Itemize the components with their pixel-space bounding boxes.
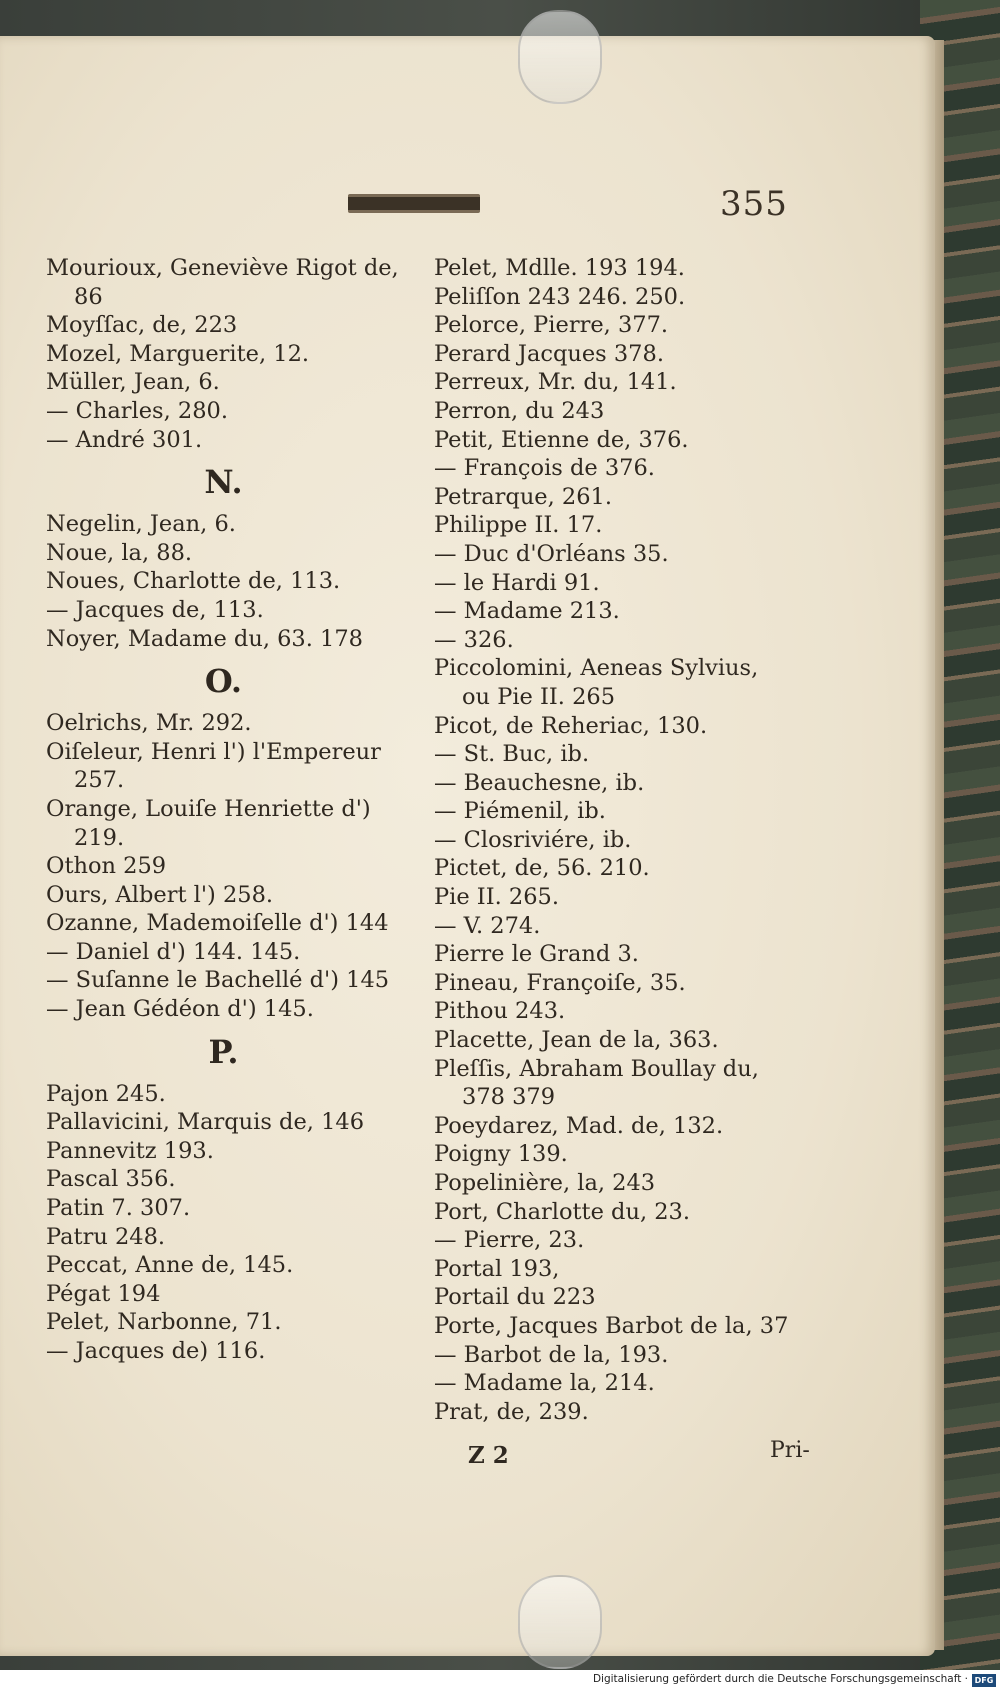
index-entry: Pégat 194 — [46, 1280, 161, 1307]
index-entry: — François de 376. — [434, 455, 655, 482]
index-entry: Mourioux, Geneviève Rigot de, — [46, 255, 399, 281]
index-entry: — Daniel d') 144. 145. — [46, 938, 301, 965]
page-number: 355 — [720, 184, 788, 224]
index-entry: Pelet, Narbonne, 71. — [46, 1309, 282, 1336]
index-entry: — Closriviére, ib. — [434, 826, 632, 853]
index-entry: Noyer, Madame du, 63. 178 — [46, 625, 363, 652]
index-entry: — Charles, 280. — [46, 397, 228, 424]
index-entry: Pelet, Mdlle. 193 194. — [434, 255, 685, 281]
index-column-right — [434, 254, 814, 1426]
index-entry: Placette, Jean de la, 363. — [434, 1027, 719, 1054]
footer-bar — [0, 1670, 1000, 1692]
header-ornament — [348, 194, 480, 213]
index-entry: — Barbot de la, 193. — [434, 1341, 669, 1368]
index-entry: Perron, du 243 — [434, 397, 605, 424]
section-letter: O. — [204, 662, 243, 701]
index-entry: Pascal 356. — [46, 1166, 176, 1193]
index-entry: Oelrichs, Mr. 292. — [46, 710, 252, 737]
index-entry: Peliſſon 243 246. 250. — [434, 283, 686, 310]
index-entry: Pallavicini, Marquis de, 146 — [46, 1109, 365, 1136]
index-entry: Perreux, Mr. du, 141. — [434, 369, 677, 396]
index-entry: Poeydarez, Mad. de, 132. — [434, 1112, 724, 1139]
index-entry: Moyſſac, de, 223 — [46, 312, 238, 339]
index-entry: Noues, Charlotte de, 113. — [46, 568, 341, 595]
index-entry: Pajon 245. — [46, 1080, 166, 1107]
index-entry: — V. 274. — [434, 912, 541, 939]
index-entry: Piccolomini, Aeneas Sylvius, — [434, 655, 759, 682]
index-entry: Peccat, Anne de, 145. — [46, 1252, 294, 1279]
index-entry: — Piémenil, ib. — [434, 798, 606, 825]
index-entry-continuation: 378 379 — [462, 1084, 556, 1111]
index-entry: Pannevitz 193. — [46, 1137, 214, 1164]
index-entry: — 326. — [434, 626, 514, 653]
index-entry: Pierre le Grand 3. — [434, 941, 639, 968]
index-entry: Noue, la, 88. — [46, 539, 193, 566]
index-entry: — Jacques de) 116. — [46, 1338, 266, 1364]
index-entry: — Jean Gédéon d') 145. — [46, 996, 314, 1023]
index-entry: Ozanne, Mademoiſelle d') 144 — [46, 910, 389, 937]
index-entry: Mozel, Marguerite, 12. — [46, 340, 310, 367]
index-entry-continuation: ou Pie II. 265 — [462, 683, 616, 710]
book-page — [0, 36, 935, 1656]
funding-notice: Digitalisierung gefördert durch die Deutsche Forschungsgemeinschaft · — [592, 1673, 968, 1685]
index-entry: — St. Buc, ib. — [434, 741, 590, 768]
index-entry: Pelorce, Pierre, 377. — [434, 312, 669, 339]
index-entry: — Jacques de, 113. — [46, 596, 264, 623]
index-entry: — Beauchesne, ib. — [434, 769, 645, 796]
index-entry: Petrarque, 261. — [434, 483, 613, 510]
index-entry: Negelin, Jean, 6. — [46, 511, 236, 538]
catchword: Pri- — [770, 1438, 810, 1463]
index-entry: Pictet, de, 56. 210. — [434, 855, 650, 882]
index-entry: Porte, Jacques Barbot de la, 37 — [434, 1312, 789, 1339]
index-entry: Port, Charlotte du, 23. — [434, 1198, 691, 1225]
index-entry: Prat, de, 239. — [434, 1398, 589, 1425]
index-entry: Pithou 243. — [434, 998, 566, 1025]
index-entry: Pie II. 265. — [434, 884, 559, 911]
index-entry-continuation: 219. — [74, 824, 125, 851]
index-entry: — Duc d'Orléans 35. — [434, 540, 669, 567]
index-entry: Othon 259 — [46, 853, 167, 880]
index-entry: — le Hardi 91. — [434, 569, 600, 596]
scanner-clip-top — [518, 10, 602, 104]
index-entry: Pineau, Françoiſe, 35. — [434, 969, 686, 996]
index-entry: Picot, de Reheriac, 130. — [434, 712, 708, 739]
signature-mark: Z 2 — [468, 1442, 509, 1469]
index-entry: — Madame 213. — [434, 598, 620, 625]
index-entry: Oiſeleur, Henri l') l'Empereur — [46, 738, 381, 765]
index-entry: Ours, Albert l') 258. — [46, 881, 274, 908]
index-entry: Portail du 223 — [434, 1284, 596, 1311]
index-entry: — Madame la, 214. — [434, 1370, 655, 1397]
index-entry: Patin 7. 307. — [46, 1195, 191, 1222]
index-entry-continuation: 86 — [74, 283, 103, 310]
section-letter: N. — [204, 463, 243, 502]
index-entry: — André 301. — [46, 426, 203, 453]
section-letter: P. — [208, 1032, 239, 1071]
index-entry: Popelinière, la, 243 — [434, 1170, 656, 1196]
index-entry: Poigny 139. — [434, 1141, 568, 1168]
index-entry: Pleſſis, Abraham Boullay du, — [434, 1055, 759, 1082]
dfg-logo: DFG — [972, 1674, 996, 1687]
index-entry: Petit, Etienne de, 376. — [434, 426, 689, 453]
scanner-clip-bottom — [518, 1575, 602, 1669]
index-entry: — Suſanne le Bachellé d') 145 — [46, 967, 390, 994]
index-entry-continuation: 257. — [74, 767, 125, 794]
index-entry: Perard Jacques 378. — [434, 340, 664, 367]
index-entry: Philippe II. 17. — [434, 512, 603, 539]
index-column-left — [46, 254, 421, 1366]
index-entry: Portal 193, — [434, 1255, 560, 1282]
index-entry: Müller, Jean, 6. — [46, 369, 220, 396]
index-entry: Orange, Louiſe Henriette d') — [46, 795, 371, 822]
index-entry: Patru 248. — [46, 1223, 166, 1250]
index-entry: — Pierre, 23. — [434, 1227, 585, 1254]
